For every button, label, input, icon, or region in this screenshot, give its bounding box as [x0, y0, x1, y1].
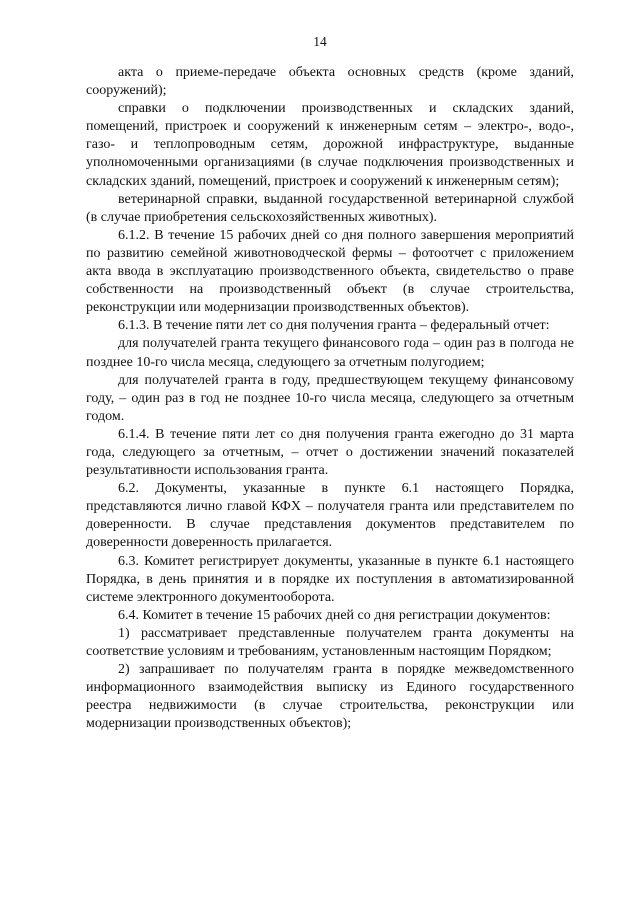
paragraph: 6.1.2. В течение 15 рабочих дней со дня полного завершения мероприятий по развитию семейной животноводческой фермы – фотоотчет с приложением акта ввода в эксплуатацию производственного объекта, свидетельство о праве собственности на производственный объект (в случае строительства, реконструкции или модернизации производственных объектов).: [86, 227, 574, 316]
paragraph: 6.4. Комитет в течение 15 рабочих дней со дня регистрации документов:: [118, 607, 551, 623]
paragraph: ветеринарной справки, выданной государственной ветеринарной службой (в случае приобретения сельскохозяйственных животных).: [86, 191, 574, 225]
paragraph: 6.1.3. В течение пяти лет со дня получения гранта – федеральный отчет:: [118, 318, 550, 334]
document-body: [86, 64, 574, 733]
paragraph: 1) рассматривает представленные получателем гранта документы на соответствие условиям и требованиям, установленным настоящим Порядком;: [86, 625, 574, 659]
paragraph: справки о подключении производственных и складских зданий, помещений, пристроек и сооружений к инженерным сетям – электро-, водо-, газо- и теплопроводным сетям, дорожной инфраструктуре, выданные уполномоченными организациями (в случае подключения производственных и складских зданий, помещений, пристроек и сооружений к инженерным сетям);: [86, 101, 574, 189]
paragraph: 6.3. Комитет регистрирует документы, указанные в пункте 6.1 настоящего Порядка, в день принятия и в порядке их поступления в автоматизированной системе электронного документооборота.: [86, 553, 574, 605]
page-number: 14: [313, 34, 327, 49]
paragraph: 6.1.4. В течение пяти лет со дня получения гранта ежегодно до 31 марта года, следующего за отчетным, – отчет о достижении значений показателей результативности использования гранта.: [86, 426, 574, 479]
paragraph: акта о приеме-передаче объекта основных средств (кроме зданий, сооружений);: [86, 65, 574, 99]
paragraph: 6.2. Документы, указанные в пункте 6.1 настоящего Порядка, представляются лично главой КФХ – получателя гранта или представителем по доверенности. В случае представления документов представителем по доверенности доверенность прилагается.: [86, 481, 574, 551]
paragraph: 2) запрашивает по получателям гранта в порядке межведомственного информационного взаимодействия выписку из Единого государственного реестра недвижимости (в случае строительства, реконструкции или модернизации производственных объектов);: [86, 662, 574, 732]
paragraph: для получателей гранта в году, предшествующем текущему финансовому году, – один раз в год не позднее 10-го числа месяца, следующего за отчетным годом.: [86, 372, 574, 424]
paragraph: для получателей гранта текущего финансового года – один раз в полгода не позднее 10-го числа месяца, следующего за отчетным полугодием;: [86, 336, 574, 370]
